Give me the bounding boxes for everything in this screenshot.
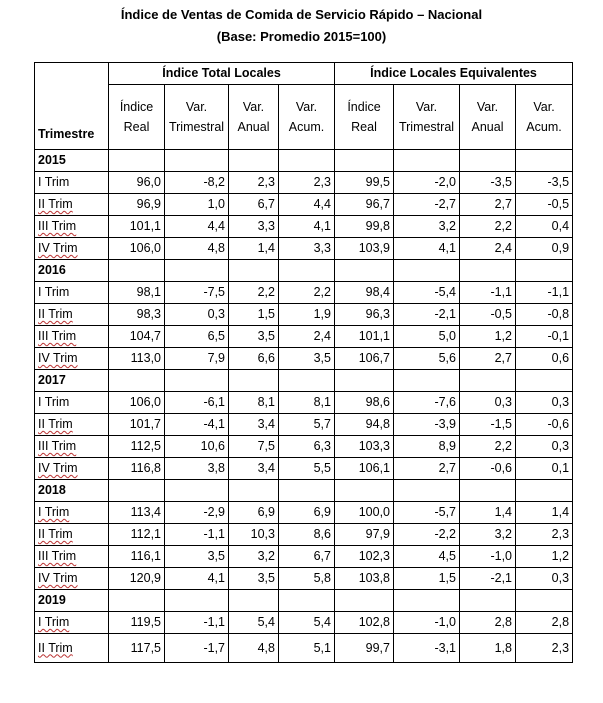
value-cell: 2,4: [279, 326, 335, 348]
group-header-total: Índice Total Locales: [109, 63, 335, 85]
value-cell: 113,0: [109, 348, 165, 370]
quarter-label: [35, 414, 109, 436]
value-cell: -4,1: [165, 414, 229, 436]
value-cell: 0,3: [516, 436, 573, 458]
empty-cell: [109, 260, 165, 282]
value-cell: 119,5: [109, 612, 165, 634]
value-cell: -1,1: [165, 612, 229, 634]
value-cell: 0,3: [516, 568, 573, 590]
quarter-label: [35, 216, 109, 238]
value-cell: 102,3: [335, 546, 394, 568]
value-cell: 0,3: [516, 392, 573, 414]
value-cell: 2,3: [229, 172, 279, 194]
table-row: [35, 502, 573, 524]
value-cell: 112,1: [109, 524, 165, 546]
value-cell: 0,3: [165, 304, 229, 326]
trimestre-header: Trimestre: [35, 63, 109, 150]
column-header: Var. Acum.: [279, 85, 335, 150]
empty-cell: [165, 590, 229, 612]
empty-cell: [229, 370, 279, 392]
value-cell: 113,4: [109, 502, 165, 524]
empty-cell: [109, 370, 165, 392]
value-cell: -2,1: [460, 568, 516, 590]
value-cell: 5,1: [279, 634, 335, 663]
value-cell: 1,4: [229, 238, 279, 260]
value-cell: 5,7: [279, 414, 335, 436]
value-cell: 3,5: [165, 546, 229, 568]
value-cell: 0,1: [516, 458, 573, 480]
value-cell: 102,8: [335, 612, 394, 634]
value-cell: 5,6: [394, 348, 460, 370]
quarter-label: [35, 238, 109, 260]
quarter-label: [35, 304, 109, 326]
value-cell: 1,4: [516, 502, 573, 524]
table-row: [35, 634, 573, 663]
value-cell: 3,3: [229, 216, 279, 238]
value-cell: 1,5: [394, 568, 460, 590]
value-cell: 2,3: [279, 172, 335, 194]
value-cell: -5,4: [394, 282, 460, 304]
table-row: [35, 458, 573, 480]
value-cell: -3,5: [516, 172, 573, 194]
quarter-label: [35, 392, 109, 414]
value-cell: 8,6: [279, 524, 335, 546]
value-cell: 116,8: [109, 458, 165, 480]
value-cell: 101,7: [109, 414, 165, 436]
column-header: Índice Real: [335, 85, 394, 150]
empty-cell: [394, 150, 460, 172]
value-cell: 2,7: [460, 194, 516, 216]
empty-cell: [394, 260, 460, 282]
quarter-label-text: III Trim: [38, 439, 77, 453]
value-cell: 2,8: [460, 612, 516, 634]
value-cell: -7,5: [165, 282, 229, 304]
value-cell: 101,1: [335, 326, 394, 348]
value-cell: 0,9: [516, 238, 573, 260]
value-cell: -8,2: [165, 172, 229, 194]
empty-cell: [279, 480, 335, 502]
value-cell: 8,1: [279, 392, 335, 414]
value-cell: 3,2: [394, 216, 460, 238]
empty-cell: [460, 590, 516, 612]
value-cell: 117,5: [109, 634, 165, 663]
value-cell: 5,4: [229, 612, 279, 634]
value-cell: -0,1: [516, 326, 573, 348]
value-cell: -3,1: [394, 634, 460, 663]
empty-cell: [109, 480, 165, 502]
empty-cell: [165, 260, 229, 282]
value-cell: -3,9: [394, 414, 460, 436]
value-cell: 106,0: [109, 392, 165, 414]
value-cell: 3,5: [229, 568, 279, 590]
year-row: [35, 590, 573, 612]
value-cell: 1,5: [229, 304, 279, 326]
quarter-label: [35, 326, 109, 348]
value-cell: 99,7: [335, 634, 394, 663]
empty-cell: [335, 480, 394, 502]
table-title: Índice de Ventas de Comida de Servicio Rápido – Nacional: [120, 7, 483, 22]
quarter-label: [35, 546, 109, 568]
value-cell: 6,9: [279, 502, 335, 524]
value-cell: -3,5: [460, 172, 516, 194]
empty-cell: [460, 370, 516, 392]
year-label: 2017: [35, 370, 109, 392]
table-row: [35, 436, 573, 458]
quarter-label: [35, 172, 109, 194]
empty-cell: [335, 370, 394, 392]
quarter-label: [35, 634, 109, 663]
empty-cell: [516, 260, 573, 282]
value-cell: 2,3: [516, 524, 573, 546]
value-cell: 1,0: [165, 194, 229, 216]
value-cell: 2,7: [460, 348, 516, 370]
quarter-label-text: IV Trim: [38, 461, 78, 475]
value-cell: 1,4: [460, 502, 516, 524]
value-cell: 2,3: [516, 634, 573, 663]
quarter-label: [35, 194, 109, 216]
quarter-label-text: II Trim: [38, 417, 73, 431]
quarter-label: [35, 436, 109, 458]
empty-cell: [279, 150, 335, 172]
value-cell: 8,1: [229, 392, 279, 414]
table-row: [35, 568, 573, 590]
year-label: 2018: [35, 480, 109, 502]
quarter-label: [35, 458, 109, 480]
value-cell: 98,4: [335, 282, 394, 304]
empty-cell: [460, 480, 516, 502]
empty-cell: [335, 590, 394, 612]
value-cell: 97,9: [335, 524, 394, 546]
value-cell: 3,4: [229, 414, 279, 436]
empty-cell: [279, 590, 335, 612]
quarter-label-text: I Trim: [38, 285, 70, 299]
value-cell: 103,9: [335, 238, 394, 260]
value-cell: 99,8: [335, 216, 394, 238]
value-cell: 4,8: [229, 634, 279, 663]
value-cell: 106,1: [335, 458, 394, 480]
value-cell: -2,2: [394, 524, 460, 546]
value-cell: 3,4: [229, 458, 279, 480]
quarter-label-text: I Trim: [38, 615, 70, 629]
table-subtitle: (Base: Promedio 2015=100): [216, 29, 387, 44]
value-cell: 5,5: [279, 458, 335, 480]
value-cell: -0,6: [516, 414, 573, 436]
value-cell: 1,2: [516, 546, 573, 568]
value-cell: 112,5: [109, 436, 165, 458]
empty-cell: [229, 590, 279, 612]
value-cell: 0,6: [516, 348, 573, 370]
value-cell: 6,5: [165, 326, 229, 348]
value-cell: 2,4: [460, 238, 516, 260]
value-cell: 0,4: [516, 216, 573, 238]
value-cell: 103,3: [335, 436, 394, 458]
empty-cell: [460, 150, 516, 172]
empty-cell: [109, 590, 165, 612]
quarter-label: [35, 568, 109, 590]
value-cell: -1,0: [460, 546, 516, 568]
value-cell: -7,6: [394, 392, 460, 414]
column-header-row: [35, 85, 573, 150]
empty-cell: [165, 480, 229, 502]
empty-cell: [279, 260, 335, 282]
value-cell: 5,0: [394, 326, 460, 348]
table-row: [35, 238, 573, 260]
quarter-label-text: II Trim: [38, 527, 73, 541]
value-cell: 4,1: [165, 568, 229, 590]
quarter-label-text: I Trim: [38, 395, 70, 409]
year-label: 2015: [35, 150, 109, 172]
table-row: [35, 216, 573, 238]
empty-cell: [516, 480, 573, 502]
value-cell: -1,1: [460, 282, 516, 304]
value-cell: -1,5: [460, 414, 516, 436]
quarter-label-text: III Trim: [38, 329, 77, 343]
column-header: Índice Real: [109, 85, 165, 150]
value-cell: 7,5: [229, 436, 279, 458]
table-row: [35, 348, 573, 370]
empty-cell: [165, 150, 229, 172]
quarter-label-text: II Trim: [38, 307, 73, 321]
value-cell: 5,4: [279, 612, 335, 634]
value-cell: -1,7: [165, 634, 229, 663]
title-block: [0, 0, 603, 48]
value-cell: 103,8: [335, 568, 394, 590]
value-cell: 3,5: [229, 326, 279, 348]
empty-cell: [335, 150, 394, 172]
table-row: [35, 326, 573, 348]
year-label: 2016: [35, 260, 109, 282]
empty-cell: [335, 260, 394, 282]
table-row: [35, 524, 573, 546]
value-cell: 3,2: [229, 546, 279, 568]
column-header: Var. Anual: [460, 85, 516, 150]
value-cell: 0,3: [460, 392, 516, 414]
quarter-label: [35, 502, 109, 524]
value-cell: -6,1: [165, 392, 229, 414]
group-header-equivalentes: Índice Locales Equivalentes: [335, 63, 573, 85]
value-cell: 1,9: [279, 304, 335, 326]
value-cell: 101,1: [109, 216, 165, 238]
value-cell: 3,2: [460, 524, 516, 546]
empty-cell: [460, 260, 516, 282]
empty-cell: [516, 590, 573, 612]
value-cell: 100,0: [335, 502, 394, 524]
value-cell: 104,7: [109, 326, 165, 348]
value-cell: 96,3: [335, 304, 394, 326]
value-cell: 98,1: [109, 282, 165, 304]
value-cell: 2,2: [460, 436, 516, 458]
value-cell: 4,1: [394, 238, 460, 260]
value-cell: 116,1: [109, 546, 165, 568]
table-row: [35, 282, 573, 304]
value-cell: 6,6: [229, 348, 279, 370]
value-cell: -0,6: [460, 458, 516, 480]
quarter-label: [35, 524, 109, 546]
empty-cell: [279, 370, 335, 392]
value-cell: 2,2: [229, 282, 279, 304]
table-row: [35, 546, 573, 568]
quarter-label-text: I Trim: [38, 175, 70, 189]
year-label: 2019: [35, 590, 109, 612]
value-cell: 120,9: [109, 568, 165, 590]
value-cell: 3,8: [165, 458, 229, 480]
table-row: [35, 172, 573, 194]
value-cell: -1,1: [516, 282, 573, 304]
value-cell: 1,8: [460, 634, 516, 663]
empty-cell: [394, 370, 460, 392]
value-cell: 4,8: [165, 238, 229, 260]
value-cell: 96,9: [109, 194, 165, 216]
value-cell: 2,2: [279, 282, 335, 304]
value-cell: 7,9: [165, 348, 229, 370]
table-row: [35, 612, 573, 634]
column-header: Var. Acum.: [516, 85, 573, 150]
value-cell: -1,0: [394, 612, 460, 634]
quarter-label-text: III Trim: [38, 549, 77, 563]
empty-cell: [229, 480, 279, 502]
table-row: [35, 392, 573, 414]
value-cell: 96,0: [109, 172, 165, 194]
value-cell: 3,5: [279, 348, 335, 370]
year-row: [35, 480, 573, 502]
empty-cell: [229, 260, 279, 282]
value-cell: 106,7: [335, 348, 394, 370]
value-cell: 96,7: [335, 194, 394, 216]
quarter-label: [35, 612, 109, 634]
value-cell: -2,1: [394, 304, 460, 326]
value-cell: -1,1: [165, 524, 229, 546]
value-cell: 4,5: [394, 546, 460, 568]
table-row: [35, 194, 573, 216]
value-cell: 98,3: [109, 304, 165, 326]
quarter-label: [35, 348, 109, 370]
quarter-label-text: II Trim: [38, 640, 73, 655]
column-header: Var. Anual: [229, 85, 279, 150]
empty-cell: [394, 590, 460, 612]
value-cell: -2,0: [394, 172, 460, 194]
empty-cell: [165, 370, 229, 392]
quarter-label-text: IV Trim: [38, 571, 78, 585]
value-cell: 1,2: [460, 326, 516, 348]
value-cell: -0,5: [516, 194, 573, 216]
quarter-label-text: III Trim: [38, 219, 77, 233]
quarter-label-text: IV Trim: [38, 351, 78, 365]
value-cell: 106,0: [109, 238, 165, 260]
column-header: Var. Trimestral: [394, 85, 460, 150]
year-row: [35, 260, 573, 282]
value-cell: 5,8: [279, 568, 335, 590]
value-cell: 6,7: [279, 546, 335, 568]
column-header: Var. Trimestral: [165, 85, 229, 150]
empty-cell: [109, 150, 165, 172]
value-cell: 10,6: [165, 436, 229, 458]
year-row: [35, 370, 573, 392]
value-cell: 6,7: [229, 194, 279, 216]
value-cell: -2,7: [394, 194, 460, 216]
value-cell: 4,4: [165, 216, 229, 238]
quarter-label-text: I Trim: [38, 505, 70, 519]
value-cell: 98,6: [335, 392, 394, 414]
empty-cell: [229, 150, 279, 172]
value-cell: 3,3: [279, 238, 335, 260]
value-cell: 6,9: [229, 502, 279, 524]
value-cell: 2,2: [460, 216, 516, 238]
value-cell: 99,5: [335, 172, 394, 194]
value-cell: 10,3: [229, 524, 279, 546]
group-header-row: [35, 63, 573, 85]
value-cell: 4,4: [279, 194, 335, 216]
empty-cell: [516, 150, 573, 172]
value-cell: 2,8: [516, 612, 573, 634]
value-cell: 6,3: [279, 436, 335, 458]
table-row: [35, 414, 573, 436]
quarter-label-text: IV Trim: [38, 241, 78, 255]
value-cell: 4,1: [279, 216, 335, 238]
value-cell: 8,9: [394, 436, 460, 458]
value-cell: -0,5: [460, 304, 516, 326]
value-cell: -2,9: [165, 502, 229, 524]
value-cell: -0,8: [516, 304, 573, 326]
quarter-label-text: II Trim: [38, 197, 73, 211]
empty-cell: [394, 480, 460, 502]
empty-cell: [516, 370, 573, 392]
value-cell: 94,8: [335, 414, 394, 436]
quarter-label: [35, 282, 109, 304]
year-row: [35, 150, 573, 172]
sales-index-table: [34, 62, 573, 663]
table-row: [35, 304, 573, 326]
value-cell: 2,7: [394, 458, 460, 480]
value-cell: -5,7: [394, 502, 460, 524]
